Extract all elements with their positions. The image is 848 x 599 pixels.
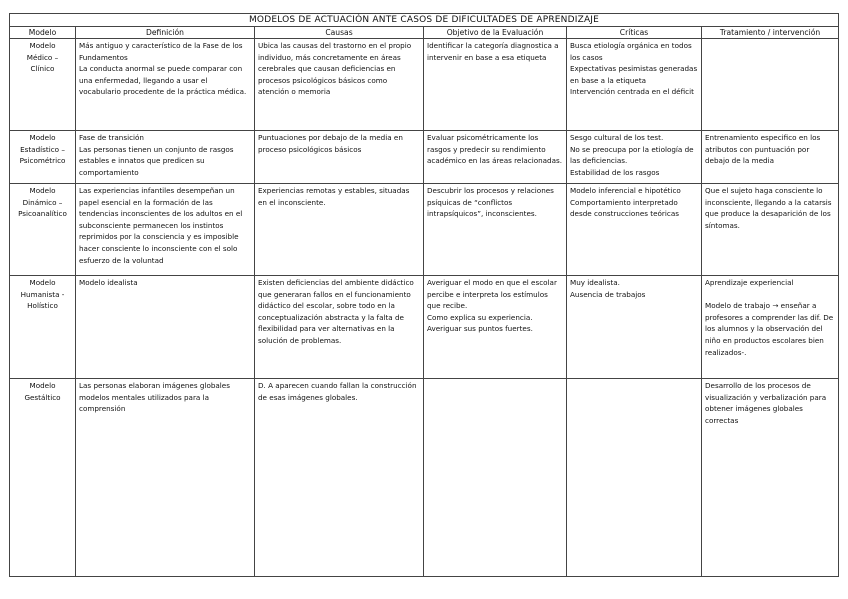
- treatment-cell: [702, 276, 839, 379]
- cell-text-line: Gestáltico: [24, 392, 61, 402]
- criticism-cell: [567, 379, 702, 577]
- cell-text-line: Holístico: [27, 301, 58, 311]
- cell-text-line: Modelo idealista: [79, 278, 138, 287]
- cell-text-line: Expectativas pesimistas generadas en base a la etiqueta: [570, 64, 698, 85]
- cell-text-line: Aprendizaje experiencial: [705, 278, 794, 287]
- table-row: [10, 39, 839, 131]
- cell-text-line: Averiguar sus puntos fuertes.: [427, 324, 533, 334]
- table-row: [10, 131, 839, 184]
- model-cell: [10, 131, 76, 184]
- cell-text-line: No se preocupa por la etiología de las deficiencias.: [570, 144, 694, 166]
- cell-text-line: Descubrir los procesos y relaciones psíquicas de “conflictos intrapsíquicos”, inconscientes.: [427, 186, 554, 219]
- header-model: Modelo: [10, 27, 76, 39]
- definition-cell: [76, 39, 255, 131]
- criticism-cell: [567, 276, 702, 379]
- causes-cell: [255, 39, 424, 131]
- causes-cell: [255, 184, 424, 276]
- criticism-cell: [567, 39, 702, 131]
- cell-text-line: Humanista -: [20, 289, 65, 299]
- cell-text-line: Muy idealista.: [570, 278, 620, 287]
- cell-text-line: Comportamiento interpretado desde construcciones teóricas: [570, 197, 679, 219]
- cell-text-line: Averiguar el modo en que el escolar percibe e interpreta los estímulos que recibe.: [427, 278, 557, 311]
- cell-text-line: Clínico: [30, 64, 55, 74]
- cell-text-line: Que el sujeto haga consciente lo inconsciente, llegando a la catarsis que produce la desaparición de los síntomas.: [705, 186, 832, 230]
- causes-cell: [255, 379, 424, 577]
- cell-text-line: Más antiguo y característico de la Fase de los Fundamentos: [79, 41, 243, 62]
- model-cell: [10, 184, 76, 276]
- objective-cell: [424, 379, 567, 577]
- cell-text-line: Experiencias remotas y estables, situadas en el inconsciente.: [258, 186, 410, 207]
- model-cell: [10, 276, 76, 379]
- objective-cell: [424, 184, 567, 276]
- header-causes: Causas: [255, 27, 424, 39]
- header-row: [10, 27, 839, 39]
- definition-cell: [76, 184, 255, 276]
- cell-text-line: Fase de transición: [79, 133, 144, 142]
- cell-text-line: Modelo: [29, 278, 56, 287]
- cell-text-line: Modelo: [29, 41, 56, 50]
- causes-cell: [255, 276, 424, 379]
- treatment-cell: [702, 39, 839, 131]
- cell-text-line: Dinámico –: [22, 197, 63, 207]
- cell-text-line: Estabilidad de los rasgos: [570, 167, 660, 177]
- table-title: MODELOS DE ACTUACIÓN ANTE CASOS DE DIFICULTADES DE APRENDIZAJE: [10, 14, 839, 27]
- cell-text-line: Ubica las causas del trastorno en el propio individuo, más concretamente en áreas cerebrales que causan deficiencias en procesos psicológicos básicos como atención o memoria: [258, 41, 412, 97]
- table-row: [10, 276, 839, 379]
- cell-text-line: Psicométrico: [19, 156, 66, 166]
- table-row: [10, 184, 839, 276]
- objective-cell: [424, 276, 567, 379]
- treatment-cell: [702, 131, 839, 184]
- header-treatment: Tratamiento / intervención: [702, 27, 839, 39]
- cell-text-line: Desarrollo de los procesos de visualización y verbalización para obtener imágenes globales correctas: [705, 381, 827, 425]
- cell-text-line: Evaluar psicométricamente los rasgos y predecir su rendimiento académico en las áreas relacionadas.: [427, 133, 563, 166]
- cell-text-line: Las experiencias infantiles desempeñan un papel esencial en la formación de las tendencias inconscientes de los adultos en el subconsciente permanecen los instintos reprimidos por la consciencia y es imposible hacer consciente lo inconsciente con el solo esfuerzo de la voluntad: [79, 186, 243, 265]
- criticism-cell: [567, 184, 702, 276]
- header-objective: Objetivo de la Evaluación: [424, 27, 567, 39]
- cell-text-line: Entrenamiento especifico en los atributos con puntuación por debajo de la media: [705, 133, 821, 166]
- cell-text-line: Las personas elaboran imágenes globales modelos mentales utilizados para la comprensión: [79, 381, 230, 414]
- cell-text-line: Intervención centrada en el déficit: [570, 87, 694, 97]
- cell-text-line: Médico –: [26, 52, 59, 62]
- cell-text-line: Puntuaciones por debajo de la media en proceso psicológicos básicos: [258, 133, 403, 154]
- cell-text-line: Busca etiología orgánica en todos los casos: [570, 41, 692, 62]
- cell-text-line: Como explica su experiencia.: [427, 312, 533, 322]
- header-criticism: Críticas: [567, 27, 702, 39]
- objective-cell: [424, 131, 567, 184]
- cell-text-line: [705, 289, 835, 301]
- header-definition: Definición: [76, 27, 255, 39]
- treatment-cell: [702, 379, 839, 577]
- models-table: [9, 13, 839, 577]
- criticism-cell: [567, 131, 702, 184]
- cell-text-line: Modelo de trabajo → enseñar a profesores a comprender las dif. De los alumnos y la observación del niño en productos escolares bien realizados-.: [705, 301, 834, 357]
- cell-text-line: Existen deficiencias del ambiente didáctico que generaran fallos en el funcionamiento didáctico del escolar, sobre todo en la conceptualización abstracta y la falta de flexibilidad para ver alternativas en la solución de problemas.: [258, 278, 414, 345]
- cell-text-line: D. A aparecen cuando fallan la construcción de esas imágenes globales.: [258, 381, 417, 402]
- model-cell: [10, 379, 76, 577]
- objective-cell: [424, 39, 567, 131]
- summary-table-sheet: [9, 13, 838, 577]
- definition-cell: [76, 379, 255, 577]
- cell-text-line: Modelo: [29, 381, 56, 390]
- model-cell: [10, 39, 76, 131]
- table-row: [10, 379, 839, 577]
- cell-text-line: La conducta anormal se puede comparar con una enfermedad, llegando a usar el vocabulario procedente de la práctica médica.: [79, 64, 247, 97]
- cell-text-line: Psicoanalítico: [18, 209, 67, 219]
- cell-text-line: Estadístico –: [20, 144, 65, 154]
- cell-text-line: Modelo: [29, 186, 56, 195]
- definition-cell: [76, 131, 255, 184]
- cell-text-line: Modelo: [29, 133, 56, 142]
- definition-cell: [76, 276, 255, 379]
- causes-cell: [255, 131, 424, 184]
- cell-text-line: Identificar la categoría diagnostica a intervenir en base a esa etiqueta: [427, 41, 559, 62]
- cell-text-line: Sesgo cultural de los test.: [570, 133, 664, 142]
- cell-text-line: Las personas tienen un conjunto de rasgos estables e innatos que predicen su comportamiento: [79, 144, 234, 177]
- cell-text-line: Ausencia de trabajos: [570, 289, 646, 299]
- cell-text-line: Modelo inferencial e hipotético: [570, 186, 681, 195]
- treatment-cell: [702, 184, 839, 276]
